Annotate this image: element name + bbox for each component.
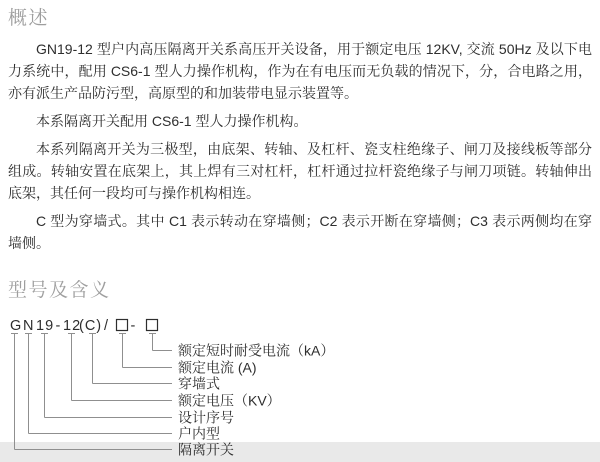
overview-paragraph-1: GN19-12 型户内高压隔离开关系高压开关设备，用于额定电压 12KV, 交流 50Hz 及以下电力系统中，配用 CS6-1 型人力操作机构，作为在有电压而无负载的情况下，分，合电路之用，亦有派生产品防污型，高原型的和加装带电显示装置等。	[8, 41, 592, 101]
model-code-token: 19	[36, 318, 55, 334]
model-label: 额定电压（KV）	[178, 392, 281, 409]
model-label: 穿墙式	[178, 375, 220, 392]
model-label: 额定短时耐受电流（kA）	[178, 342, 335, 359]
model-code-token: (C)	[79, 318, 103, 334]
section-heading-overview: 概述	[8, 8, 50, 29]
model-label: 设计序号	[178, 409, 234, 426]
model-label: 户内型	[178, 425, 220, 442]
model-code-token: G	[10, 318, 22, 334]
model-designation-diagram	[8, 312, 592, 462]
model-code-placeholder-box	[147, 320, 158, 331]
model-code-token: /	[104, 318, 109, 334]
overview-paragraph-2: 本系隔离开关配用 CS6-1 型人力操作机构。	[36, 113, 308, 129]
model-code-token: -	[130, 318, 136, 334]
model-code-placeholder-box	[117, 320, 128, 331]
model-code-token: 12	[63, 318, 82, 334]
model-code-token: -	[55, 318, 61, 334]
overview-paragraph-3: 本系列隔离开关为三极型，由底架、转轴、及杠杆、瓷支柱绝缘子、闸刀及接线板等部分组成。转轴安置在底架上，其上焊有三对杠杆，杠杆通过拉杆瓷绝缘子与闸刀项链。转轴伸出底架，其任何一段均可与操作机构相连。	[8, 141, 592, 201]
model-label: 额定电流 (A)	[178, 359, 257, 376]
model-code-token: N	[23, 318, 34, 334]
overview-paragraph-4: C 型为穿墙式。其中 C1 表示转动在穿墙侧；C2 表示开断在穿墙侧；C3 表示两侧均在穿墙侧。	[8, 213, 592, 251]
model-code-svg	[8, 312, 592, 462]
model-label: 隔离开关	[178, 441, 234, 458]
section-heading-model: 型号及含义	[8, 280, 111, 301]
